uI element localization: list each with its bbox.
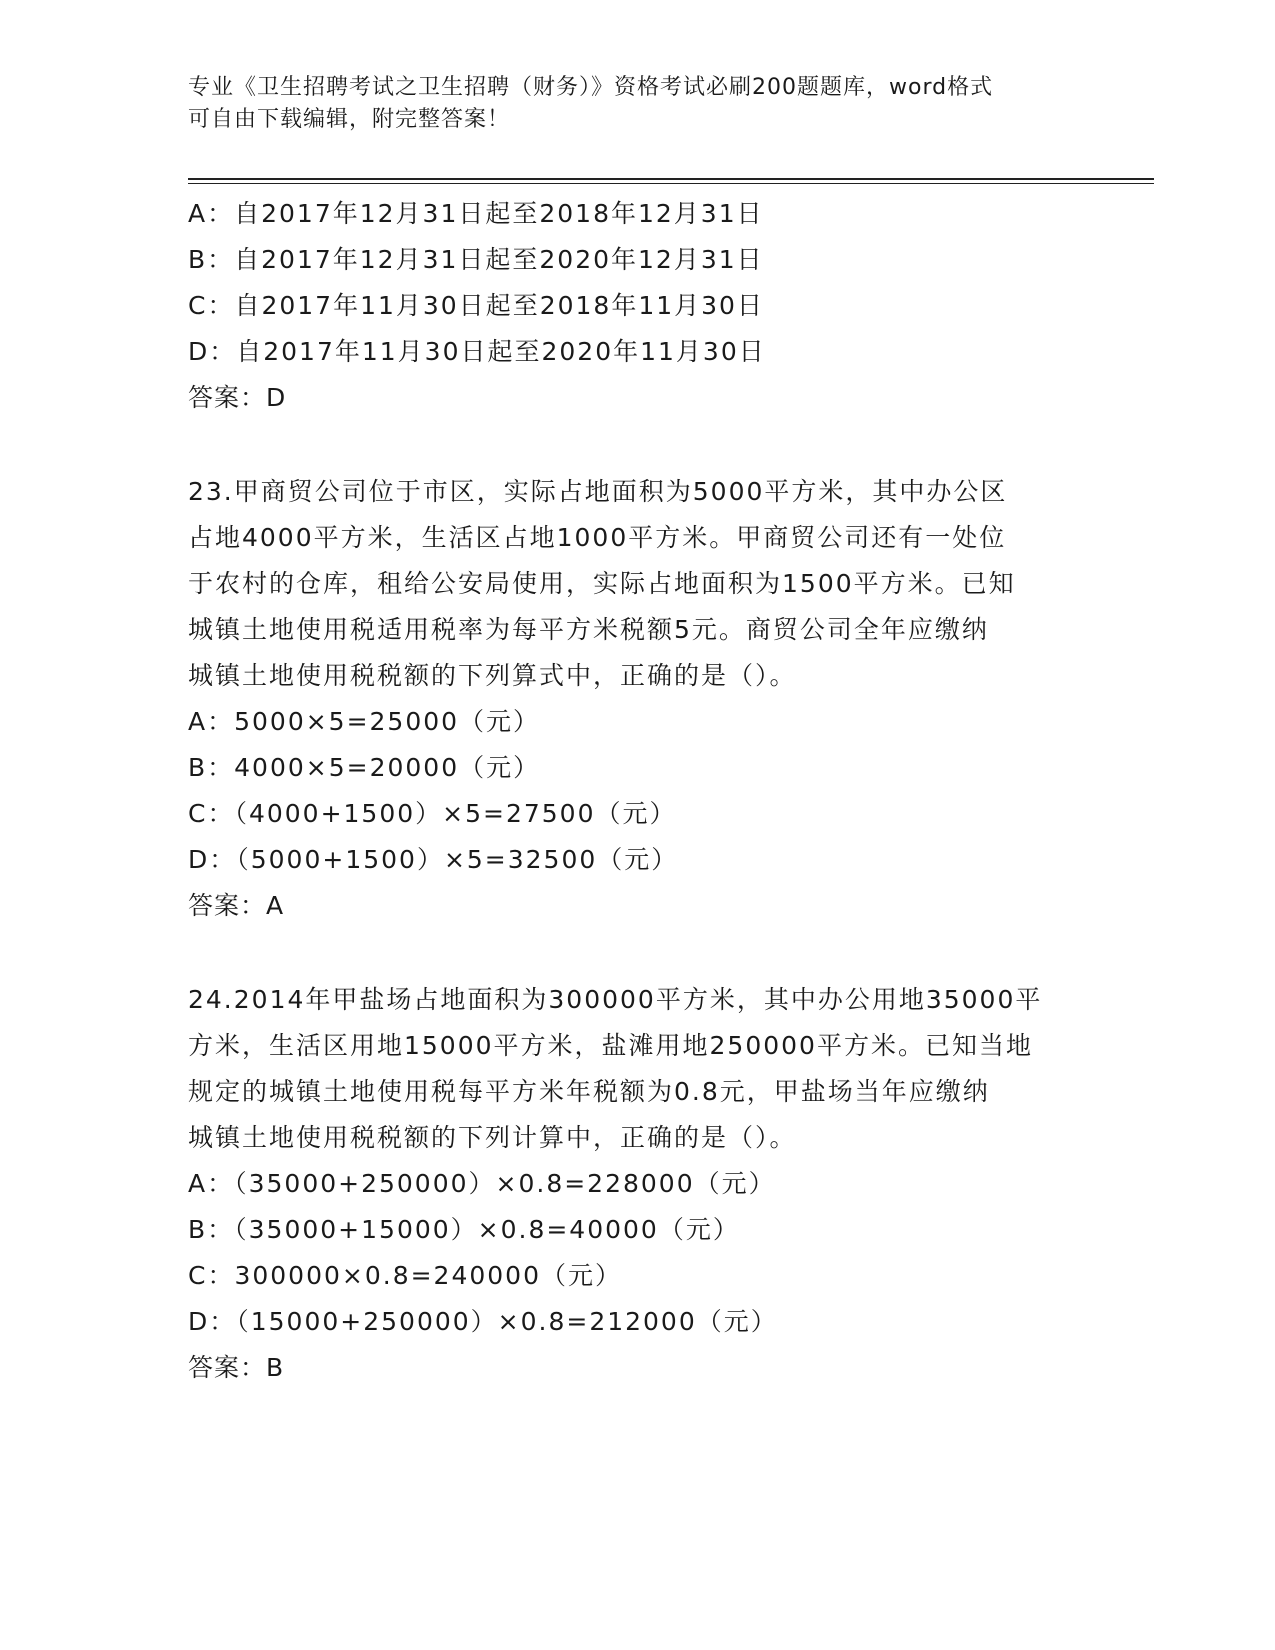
question-stem-line: 城镇土地使用税适用税率为每平方米税额5元。商贸公司全年应缴纳 [188, 615, 989, 644]
option-b: B：（35000+15000）×0.8=40000（元） [188, 1215, 740, 1244]
option-d: D：自2017年11月30日起至2020年11月30日 [188, 337, 766, 366]
option-b: B：自2017年12月31日起至2020年12月31日 [188, 245, 764, 274]
answer-line: 答案：A [188, 891, 285, 920]
option-d: D：（5000+1500）×5=32500（元） [188, 845, 679, 874]
header-title-line-1: 专业《卫生招聘考试之卫生招聘（财务）》资格考试必刷200题题库，word格式 [188, 75, 994, 100]
answer-line: 答案：D [188, 383, 287, 412]
question-stem-line: 于农村的仓库，租给公安局使用，实际占地面积为1500平方米。已知 [188, 569, 1016, 598]
question-stem-line: 方米，生活区用地15000平方米，盐滩用地250000平方米。已知当地 [188, 1031, 1033, 1060]
question-24 [188, 977, 1088, 1391]
question-stem-line: 占地4000平方米，生活区占地1000平方米。甲商贸公司还有一处位 [188, 523, 1007, 552]
option-c: C：（4000+1500）×5=27500（元） [188, 799, 677, 828]
document-body [188, 191, 1088, 1391]
header-divider-thick [188, 178, 1154, 180]
question-stem-line: 23.甲商贸公司位于市区，实际占地面积为5000平方米，其中办公区 [188, 477, 1008, 506]
question-23 [188, 469, 1088, 929]
answer-line: 答案：B [188, 1353, 285, 1382]
document-header [188, 72, 1088, 136]
question-stem-line: 城镇土地使用税税额的下列算式中，正确的是（）。 [188, 661, 797, 690]
option-a: A：自2017年12月31日起至2018年12月31日 [188, 199, 764, 228]
option-d: D：（15000+250000）×0.8=212000（元） [188, 1307, 778, 1336]
option-a: A：5000×5=25000（元） [188, 707, 541, 736]
header-title-line-2: 可自由下载编辑，附完整答案！ [188, 107, 511, 132]
question-stem-line: 24.2014年甲盐场占地面积为300000平方米，其中办公用地35000平 [188, 985, 1043, 1014]
header-divider-thin [188, 183, 1154, 184]
question-22-options [188, 191, 1088, 421]
option-c: C：300000×0.8=240000（元） [188, 1261, 622, 1290]
option-c: C：自2017年11月30日起至2018年11月30日 [188, 291, 764, 320]
spacer [188, 421, 1088, 469]
option-b: B：4000×5=20000（元） [188, 753, 541, 782]
option-a: A：（35000+250000）×0.8=228000（元） [188, 1169, 776, 1198]
question-stem-line: 规定的城镇土地使用税每平方米年税额为0.8元，甲盐场当年应缴纳 [188, 1077, 990, 1106]
question-stem-line: 城镇土地使用税税额的下列计算中，正确的是（）。 [188, 1123, 797, 1152]
spacer [188, 929, 1088, 977]
